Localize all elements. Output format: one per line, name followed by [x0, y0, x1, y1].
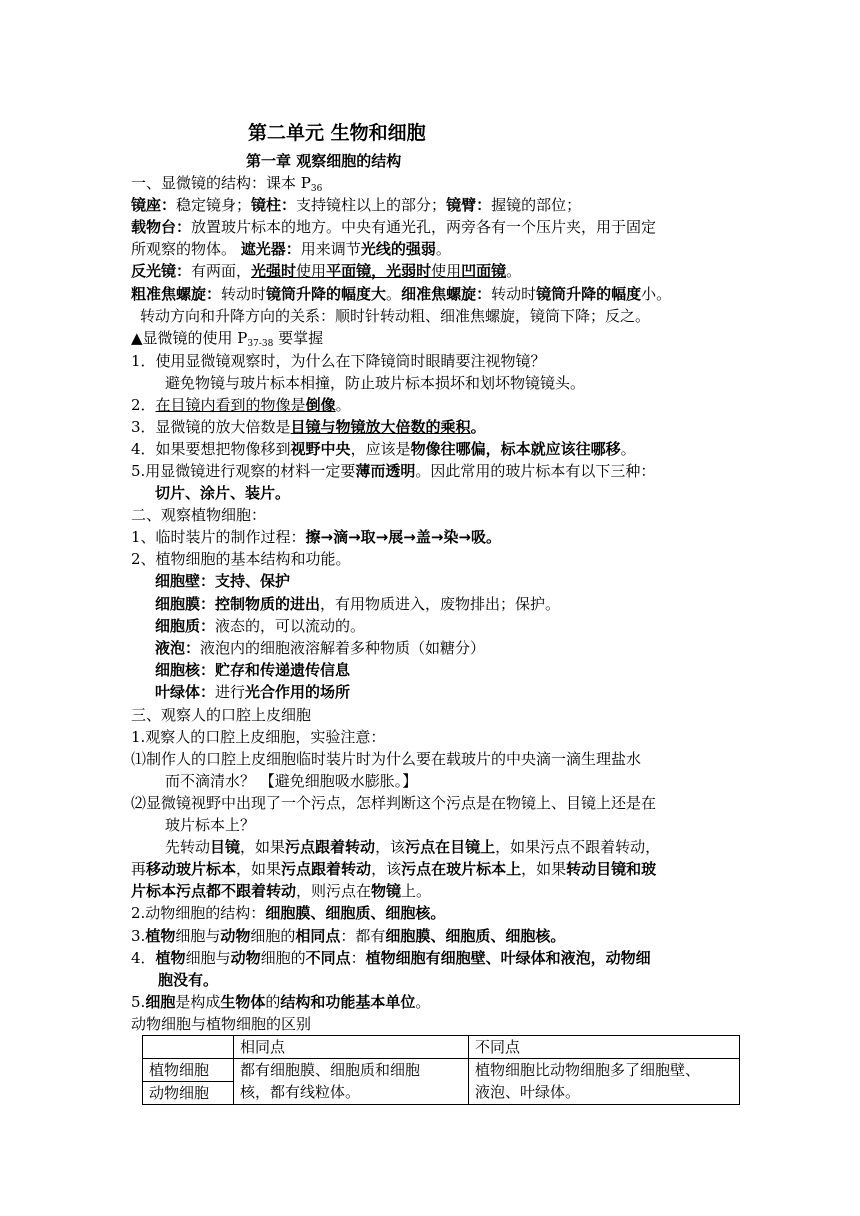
- unit-title: 第二单元 生物和细胞: [248, 122, 426, 144]
- paragraph-mirror: 反光镜：有两面，光强时使用平面镜，光弱时使用凹面镜。: [131, 262, 522, 280]
- cell-wall: 细胞壁：支持、保护: [155, 572, 291, 590]
- difference-line: 4．植物细胞与动物细胞的不同点：植物细胞有细胞壁、叶绿体和液泡，动物细: [131, 949, 651, 967]
- nucleus: 细胞核：贮存和传递遗传信息: [155, 661, 351, 679]
- table-cell-line: 植物细胞比动物细胞多了细胞壁、: [475, 1061, 701, 1079]
- table-caption: 动物细胞与植物细胞的区别: [131, 1015, 312, 1033]
- plant-cell-structure-heading: 2、植物细胞的基本结构和功能。: [131, 550, 351, 568]
- table-header-cell: 相同点: [234, 1036, 469, 1059]
- paragraph-base-pillar-arm: 镜座：稳定镜身；镜柱：支持镜柱以上的部分；镜臂：握镜的部位；: [131, 196, 582, 214]
- paragraph-diaphragm: 所观察的物体。 遮光器：用来调节光线的强弱。: [131, 240, 451, 258]
- section-2-heading: 二、观察植物细胞：: [131, 506, 267, 524]
- table-cell-line: 核，都有线粒体。: [240, 1083, 361, 1101]
- table-cell-line: 液泡、叶绿体。: [475, 1083, 581, 1101]
- table-header-row: [143, 1036, 740, 1059]
- cell-membrane: 细胞膜：控制物质的进出，有用物质进入，废物排出；保护。: [155, 595, 561, 613]
- cytoplasm: 细胞质：液态的，可以流动的。: [155, 617, 366, 635]
- table-cell-same: [234, 1059, 469, 1105]
- comparison-table: [142, 1035, 740, 1105]
- item-5-types: 切片、涂片、装片。: [155, 484, 291, 502]
- table-cell-diff: [469, 1059, 740, 1105]
- paragraph-rotation: 转动方向和升降方向的关系：顺时针转动粗、细准焦螺旋，镜筒下降；反之。: [140, 307, 651, 325]
- paragraph-focus-knobs: 粗准焦螺旋：转动时镜筒升降的幅度大。细准焦螺旋：转动时镜筒升降的幅度小。: [131, 285, 672, 303]
- paragraph-3-q2: ⑵显微镜视野中出现了一个污点，怎样判断这个污点是在物镜上、目镜上还是在: [131, 794, 657, 812]
- table-row-label: 植物细胞: [143, 1059, 234, 1082]
- paragraph-3-1: 1.观察人的口腔上皮细胞，实验注意：: [131, 728, 386, 746]
- cell-unit-line: 5.细胞是构成生物体的结构和功能基本单位。: [131, 993, 431, 1011]
- chapter-title: 第一章 观察细胞的结构: [246, 152, 402, 170]
- paragraph-stage: 载物台：放置玻片标本的地方。中央有通光孔，两旁各有一个压片夹，用于固定: [131, 218, 657, 236]
- section-3-heading: 三、观察人的口腔上皮细胞: [131, 706, 312, 724]
- question-1: 1．使用显微镜观察时，为什么在下降镜筒时眼睛要注视物镜？: [131, 352, 546, 370]
- chloroplast: 叶绿体：进行光合作用的场所: [155, 683, 351, 701]
- table-header-cell: 不同点: [469, 1036, 740, 1059]
- table-row-label: 动物细胞: [143, 1082, 234, 1105]
- paragraph-3-q2-cont: 玻片标本上？: [165, 816, 256, 834]
- paragraph-3-q1-answer: 而不滴清水？ 【避免细胞吸水膨胀。】: [165, 772, 418, 790]
- item-3: 3．显微镜的放大倍数是目镜与物镜放大倍数的乘积。: [131, 418, 486, 436]
- similarity-line: 3.植物细胞与动物细胞的相同点：都有细胞膜、细胞质、细胞核。: [131, 927, 566, 945]
- temp-slide-steps: 1、临时装片的制作过程：擦→滴→取→展→盖→染→吸。: [131, 528, 501, 546]
- animal-cell-structure: 2.动物细胞的结构：细胞膜、细胞质、细胞核。: [131, 904, 446, 922]
- table-cell-line: 都有细胞膜、细胞质和细胞: [240, 1061, 421, 1079]
- paragraph-3-answer-3: 片标本污点都不跟着转动，则污点在物镜上。: [131, 882, 432, 900]
- paragraph-3-answer-1: 先转动目镜，如果污点跟着转动，该污点在目镜上，如果污点不跟着转动，: [165, 838, 661, 856]
- paragraph-3-q1: ⑴制作人的口腔上皮细胞临时装片时为什么要在载玻片的中央滴一滴生理盐水: [131, 750, 642, 768]
- item-4: 4．如果要想把物像移到视野中央，应该是物像往哪偏，标本就应该往哪移。: [131, 440, 636, 458]
- table-row: [143, 1059, 740, 1082]
- paragraph-3-answer-2: 再移动玻片标本，如果污点跟着转动，该污点在玻片标本上，如果转动目镜和玻: [131, 860, 657, 878]
- section-1-heading: 一、显微镜的结构：课本 $P_{36}$: [131, 174, 323, 194]
- microscope-usage-heading: ▲显微镜的使用 $P_{37-38}$ 要掌握: [131, 329, 324, 349]
- vacuole: 液泡：液泡内的细胞液溶解着多种物质（如糖分）: [155, 639, 486, 657]
- table-header-cell: [143, 1036, 234, 1059]
- item-2: 2．在目镜内看到的物像是倒像。: [131, 396, 351, 414]
- difference-line-cont: 胞没有。: [158, 971, 219, 989]
- item-5: 5.用显微镜进行观察的材料一定要薄而透明。因此常用的玻片标本有以下三种：: [131, 462, 656, 480]
- answer-1: 避免物镜与玻片标本相撞，防止玻片标本损坏和划坏物镜镜头。: [165, 374, 586, 392]
